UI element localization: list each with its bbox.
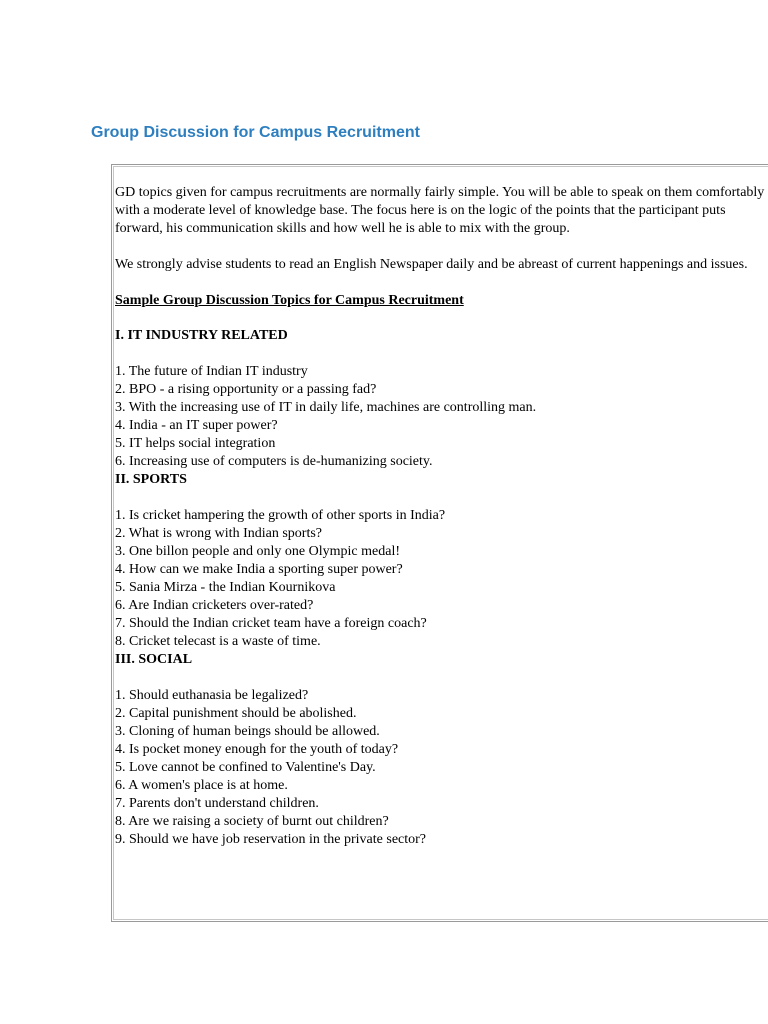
page-title: Group Discussion for Campus Recruitment — [91, 124, 420, 141]
list-item: 2. BPO - a rising opportunity or a passing fad? — [115, 382, 377, 397]
list-item: 2. Capital punishment should be abolished. — [115, 706, 357, 721]
topic-list-sports — [115, 507, 767, 651]
topic-list-it-industry — [115, 363, 767, 471]
list-item: 4. How can we make India a sporting super power? — [115, 562, 403, 577]
list-item: 5. Sania Mirza - the Indian Kournikova — [115, 580, 336, 595]
content-box — [111, 164, 768, 922]
list-item: 1. Is cricket hampering the growth of other sports in India? — [115, 508, 446, 523]
list-item: 8. Cricket telecast is a waste of time. — [115, 634, 321, 649]
topic-list-social — [115, 687, 767, 849]
list-item: 7. Should the Indian cricket team have a foreign coach? — [115, 616, 427, 631]
list-item: 7. Parents don't understand children. — [115, 796, 319, 811]
sample-topics-heading: Sample Group Discussion Topics for Campus Recruitment — [115, 293, 464, 308]
list-item: 8. Are we raising a society of burnt out children? — [115, 814, 389, 829]
list-item: 5. Love cannot be confined to Valentine's Day. — [115, 760, 376, 775]
list-item: 6. Are Indian cricketers over-rated? — [115, 598, 314, 613]
intro-paragraph-2: We strongly advise students to read an English Newspaper daily and be abreast of current happenings and issues. — [115, 257, 748, 272]
list-item: 4. India - an IT super power? — [115, 418, 278, 433]
list-item: 9. Should we have job reservation in the private sector? — [115, 832, 427, 847]
intro-paragraph-1: GD topics given for campus recruitments are normally fairly simple. You will be able to speak on them comfortably with a moderate level of knowledge base. The focus here is on the logic of the points that the participant puts forward, his communication skills and how well he is able to mix with the group. — [115, 185, 765, 236]
list-item: 1. The future of Indian IT industry — [115, 364, 308, 379]
section-heading-it-industry: I. IT INDUSTRY RELATED — [115, 328, 288, 343]
list-item: 6. Increasing use of computers is de-humanizing society. — [115, 454, 433, 469]
list-item: 1. Should euthanasia be legalized? — [115, 688, 309, 703]
section-heading-social: III. SOCIAL — [115, 652, 193, 667]
list-item: 4. Is pocket money enough for the youth of today? — [115, 742, 399, 757]
list-item: 5. IT helps social integration — [115, 436, 276, 451]
list-item: 6. A women's place is at home. — [115, 778, 288, 793]
list-item: 3. One billon people and only one Olympic medal! — [115, 544, 400, 559]
list-item: 3. Cloning of human beings should be allowed. — [115, 724, 380, 739]
list-item: 2. What is wrong with Indian sports? — [115, 526, 322, 541]
section-heading-sports: II. SPORTS — [115, 472, 187, 487]
list-item: 3. With the increasing use of IT in daily life, machines are controlling man. — [115, 400, 537, 415]
content-body — [115, 184, 767, 849]
